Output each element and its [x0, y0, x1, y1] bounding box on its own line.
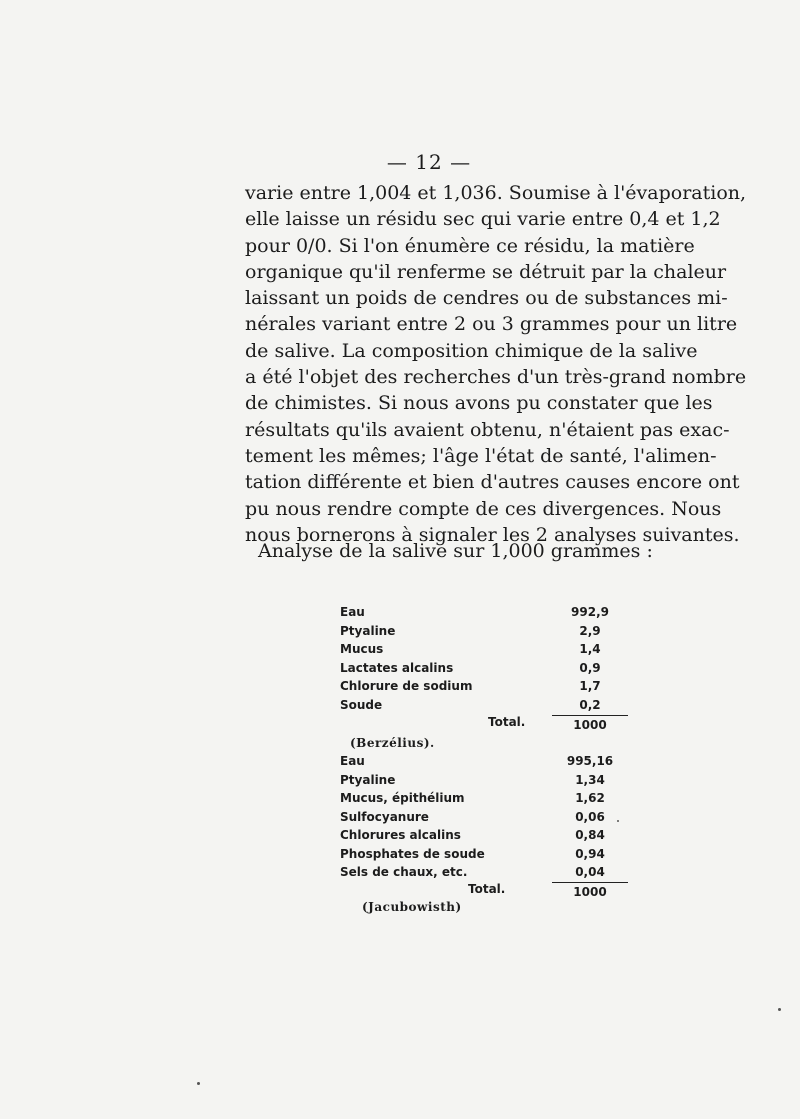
paragraph-line: organique qu'il renferme se détruit par la chaleur [245, 260, 727, 283]
component-value: 995,16 [566, 754, 614, 768]
analysis-title: Analyse de la salive sur 1,000 grammes : [258, 540, 653, 562]
component-label: Sels de chaux, etc. [340, 865, 468, 879]
paragraph-line: laissant un poids de cendres ou de substances mi- [245, 287, 728, 310]
paragraph-line: résultats qu'ils avaient obtenu, n'étaient pas exac- [245, 418, 730, 441]
paragraph-line: nérales variant entre 2 ou 3 grammes pour un litre [245, 313, 738, 336]
paragraph-line: a été l'objet des recherches d'un très-grand nombre [245, 366, 747, 389]
author-citation: (Berzélius). [350, 736, 435, 750]
total-label: Total. [488, 715, 526, 729]
total-value: 1000 [573, 885, 607, 899]
component-label: Mucus, épithélium [340, 791, 465, 805]
total-value: 1000 [573, 718, 607, 732]
paragraph-line: pu nous rendre compte de ces divergences. Nous [245, 497, 722, 520]
component-value: 0,94 [575, 846, 605, 861]
paragraph-line: tation différente et bien d'autres causes encore ont [245, 471, 740, 494]
component-value: 1,62 [575, 791, 605, 805]
analysis-table-berzelius [340, 603, 640, 763]
component-value: 0,9 [579, 660, 601, 675]
author-citation: (Jacubowisth) [362, 900, 462, 914]
component-label: Lactates alcalins [340, 660, 454, 675]
component-value: 0,84 [575, 828, 605, 842]
paragraph-line: varie entre 1,004 et 1,036. Soumise à l'évaporation, [245, 182, 747, 204]
page-number: — 12 — [386, 150, 472, 174]
component-value: 2,9 [579, 623, 601, 638]
paragraph-line: elle laisse un résidu sec qui varie entre 0,4 et 1,2 [245, 208, 721, 231]
body-paragraph [245, 180, 747, 548]
paragraph-line: nous bornerons à signaler les 2 analyses suivantes. [245, 523, 740, 546]
component-label: Ptyaline [340, 623, 396, 638]
component-value: 0,06 [575, 809, 605, 824]
component-value: 0,2 [579, 697, 601, 712]
component-label: Chlorures alcalins [340, 828, 461, 842]
paragraph-line: pour 0/0. Si l'on énumère ce résidu, la matière [245, 234, 695, 257]
component-value: 1,4 [579, 642, 601, 656]
component-value: 1,7 [579, 679, 601, 693]
scan-speck [197, 1082, 200, 1085]
component-value: 1,34 [575, 772, 605, 787]
component-label: Sulfocyanure [340, 809, 429, 824]
paragraph-line: de chimistes. Si nous avons pu constater que les [245, 392, 713, 415]
component-value: 992,9 [571, 605, 609, 619]
component-label: Ptyaline [340, 772, 396, 787]
scan-speck [778, 1008, 781, 1011]
component-label: Eau [340, 754, 365, 768]
paragraph-line: de salive. La composition chimique de la salive [245, 339, 698, 362]
component-label: Mucus [340, 642, 384, 656]
component-value: 0,04 [575, 865, 605, 879]
scan-speck [617, 820, 619, 822]
component-label: Soude [340, 697, 383, 712]
paragraph-line: tement les mêmes; l'âge l'état de santé, l'alimen- [245, 444, 717, 467]
component-label: Phosphates de soude [340, 846, 485, 861]
component-label: Eau [340, 605, 365, 619]
analysis-table-jacubowisth [340, 752, 640, 922]
component-label: Chlorure de sodium [340, 679, 473, 693]
total-label: Total. [468, 882, 506, 896]
